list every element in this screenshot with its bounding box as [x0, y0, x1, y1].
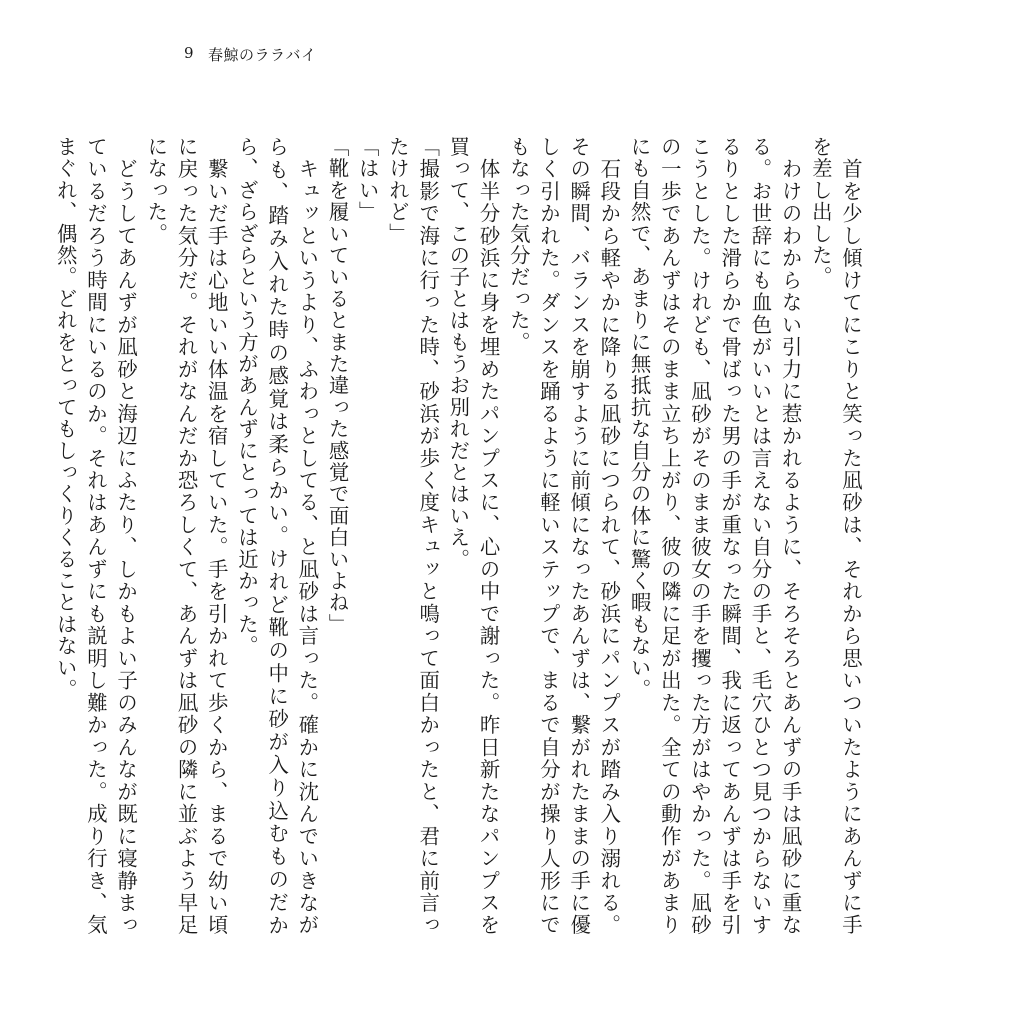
page-number: 9 — [184, 44, 195, 62]
paragraph: わけのわからない引力に惹かれるように、そろそろとあんずの手は凪砂に重なる。お世辞にも血色がいいとは言えない自分の手と、毛穴ひとつ見つからないするりとした滑らかで骨ばった男の手が重なった瞬間、我に返ってあんずは手を引こうとした。けれども、凪砂がそのまま彼女の手を攫った方がはやかった。凪砂の一歩であんずはそのまま立ち上がり、彼の隣に足が出た。全ての動作があまりにも自然で、あまりに無抵抗な自分の体に驚く暇もない。 — [627, 136, 803, 936]
dialogue-line: 「靴を履いているとまた違った感覚で面白いよね」 — [325, 136, 350, 636]
dialogue-line: 「撮影で海に行った時、砂浜が歩く度キュッと鳴って面白かったと、君に前言ったけれど」 — [385, 136, 441, 936]
paragraph: 繋いだ手は心地いい体温を宿していた。手を引かれて歩くから、まるで幼い頃に戻った気分だ。それがなんだか恐ろしくて、あんずは凪砂の隣に並ぶよう早足になった。 — [144, 136, 229, 936]
page-header — [184, 44, 317, 65]
paragraph: 体半分砂浜に身を埋めたパンプスに、心の中で謝った。昨日新たなパンプスを買って、この子とはもうお別れだとはいえ。 — [446, 136, 501, 936]
paragraph: キュッというより、ふわっとしてる、と凪砂は言った。確かに沈んでいきながらも、踏み入れた時の感覚は柔らかい。けれど靴の中に砂が入り込むものだから、ざらざらという方があんずにとっては近かった。 — [234, 136, 320, 936]
dialogue-line: 「はい」 — [355, 136, 380, 223]
vertical-body-text — [53, 136, 866, 936]
paragraph: 石段から軽やかに降りる凪砂につられて、砂浜にパンプスが踏み入り溺れる。その瞬間、バランスを崩すように前傾になったあんずは、繋がれたままの手に優しく引かれた。ダンスを踊るように軽いステップで、まるで自分が操り人形にでもなった気分だった。 — [506, 136, 622, 936]
paragraph: 首を少し傾けてにこりと笑った凪砂は、それから思いついたようにあんずに手を差し出した。 — [808, 136, 863, 936]
paragraph: どうしてあんずが凪砂と海辺にふたり、しかもよい子のみんなが既に寝静まっているだろう時間にいるのか。それはあんずにも説明し難かった。成り行き、気まぐれ、偶然。どれをとってもしっくりくることはない。 — [53, 136, 139, 936]
chapter-title: 春鯨のララバイ — [208, 46, 317, 64]
